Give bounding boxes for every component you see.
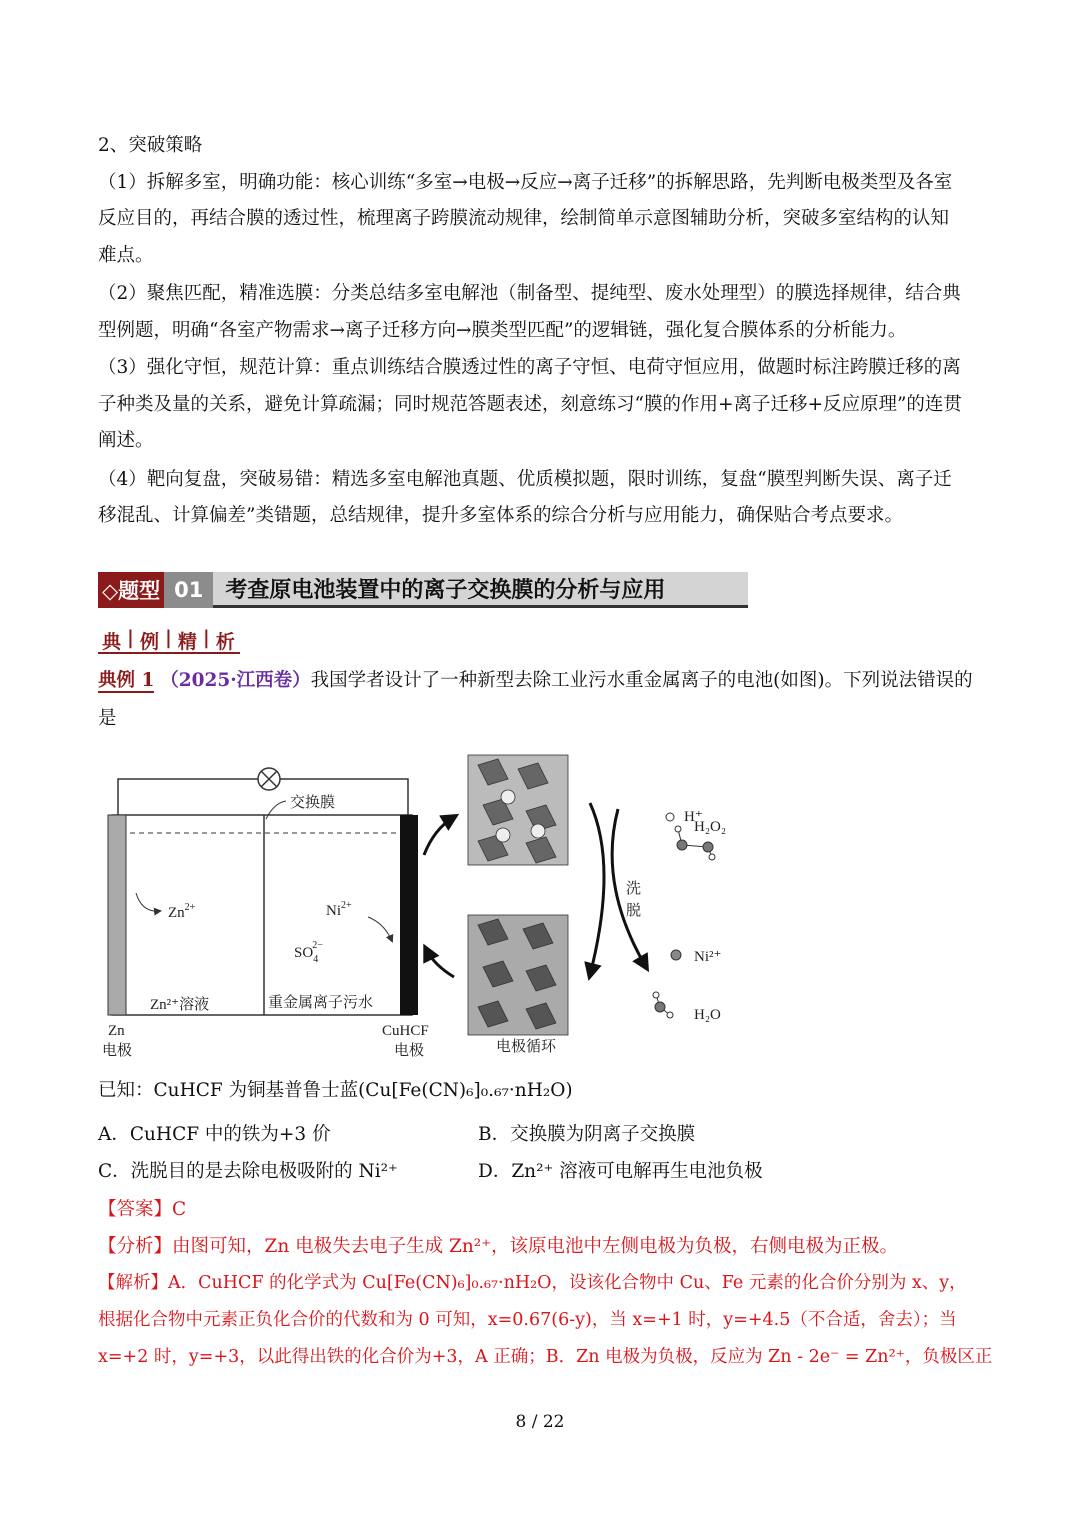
cuhcf-label-1: CuHCF	[382, 1023, 429, 1039]
example-stem-line-1	[98, 662, 988, 699]
para-3-line-3: 阐述。	[98, 430, 154, 451]
para-1-line-3: 难点。	[98, 245, 154, 266]
h2o2-label: H₂O₂	[694, 819, 727, 835]
answer-line: 【答案】C	[98, 1199, 187, 1220]
section-heading	[98, 572, 748, 608]
lattice-top	[468, 755, 568, 865]
right-solution: 重金属离子污水	[268, 995, 374, 1011]
cuhcf-label-2: 电极	[394, 1043, 425, 1059]
left-solution: Zn²⁺溶液	[150, 997, 210, 1013]
membrane-label: 交换膜	[290, 795, 336, 811]
para-2-line-1: （2）聚焦匹配，精准选膜：分类总结多室电解池（制备型、提纯型、废水处理型）的膜选择规律，结合典	[98, 283, 961, 304]
elution-2: 脱	[626, 903, 642, 919]
cycle-label: 电极循环	[496, 1039, 557, 1055]
h-plus-label: H⁺	[684, 809, 703, 825]
ni-legend-label: Ni²⁺	[694, 949, 722, 965]
subheading-char-3: 精	[177, 631, 197, 653]
so4-ion: $SO_42-$	[294, 940, 323, 965]
known-prefix: 已知：CuHCF 为铜基普鲁士蓝(	[98, 1080, 366, 1101]
zn-electrode-label-1: Zn	[108, 1023, 125, 1039]
para-1-line-2: 反应目的，再结合膜的透过性，梳理离子跨膜流动规律，绘制简单示意图辅助分析，突破多室结构的认知	[98, 208, 950, 229]
option-c[interactable]: C．洗脱目的是去除电极吸附的 Ni²⁺	[98, 1161, 398, 1182]
para-4-line-2: 移混乱、计算偏差”类错题，总结规律，提升多室体系的综合分析与应用能力，确保贴合考点要求。	[98, 505, 903, 526]
example-stem-line-2: 是	[98, 708, 117, 729]
example-stem: 我国学者设计了一种新型去除工业污水重金属离子的电池(如图)。下列说法错误的	[310, 670, 973, 691]
example-tag: 典例 1	[98, 670, 155, 691]
ni-ion: $Ni^{2+}$	[326, 900, 352, 919]
page-number: 8 / 22	[515, 1412, 565, 1432]
option-b[interactable]: B．交换膜为阴离子交换膜	[478, 1124, 696, 1145]
h2o-icon	[653, 992, 673, 1018]
explain-line-2: 根据化合物中元素正负化合价的代数和为 0 可知，x=0.67(6-y)，当 x=+1 时，y=+4.5（不合适，舍去）；当	[98, 1310, 957, 1330]
section-title: 考查原电池装置中的离子交换膜的分析与应用	[213, 572, 748, 608]
section-label: ◇题型	[98, 572, 164, 608]
explain-line-3: x=+2 时，y=+3，以此得出铁的化合价为+3，A 正确；B．Zn 电极为负极，反应为 Zn - 2e⁻ = Zn²⁺，负极区正	[98, 1347, 993, 1367]
known-suffix: )	[565, 1080, 573, 1101]
para-2-line-2: 型例题，明确“各室产物需求→离子迁移方向→膜类型匹配”的逻辑链，强化复合膜体系的分析能力。	[98, 320, 907, 341]
analysis-line: 【分析】由图可知，Zn 电极失去电子生成 Zn²⁺，该原电池中左侧电极为负极，右侧电极为正极。	[98, 1236, 898, 1257]
para-4-line-1: （4）靶向复盘，突破易错：精选多室电解池真题、优质模拟题，限时训练，复盘“膜型判断失误、离子迁	[98, 469, 952, 490]
section-number: 01	[164, 572, 213, 608]
battery-diagram	[98, 745, 778, 1065]
para-3-line-2: 子种类及量的关系，避免计算疏漏；同时规范答题表述，刻意练习“膜的作用+离子迁移+反应原理”的连贯	[98, 394, 962, 415]
zn-electrode-label-2: 电极	[102, 1043, 133, 1059]
para-1-line-1: （1）拆解多室，明确功能：核心训练“多室→电极→反应→离子迁移”的拆解思路，先判断电极类型及各室	[98, 172, 953, 193]
known-formula: Cu[Fe(CN)₆]₀.₆₇·nH₂O	[365, 1080, 566, 1101]
subheading-char-4: 析	[215, 631, 235, 653]
option-d[interactable]: D．Zn²⁺ 溶液可电解再生电池负极	[478, 1161, 763, 1182]
strategy-title: 2、突破策略	[98, 135, 203, 156]
para-3-line-1: （3）强化守恒，规范计算：重点训练结合膜透过性的离子守恒、电荷守恒应用，做题时标注跨膜迁移的离	[98, 357, 961, 378]
known-line	[98, 1072, 988, 1109]
elution-1: 洗	[626, 881, 642, 897]
lattice-bottom	[468, 915, 568, 1035]
subheading-char-1: 典	[102, 631, 122, 653]
ni-legend-icon	[671, 950, 681, 960]
option-a[interactable]: A．CuHCF 中的铁为+3 价	[98, 1124, 331, 1145]
subheading-char-2: 例	[139, 631, 159, 653]
zn-ion: $Zn^{2+}$	[168, 902, 196, 921]
h2o-label: H₂O	[694, 1007, 721, 1023]
subheading: 典 | 例 | 精 | 析	[98, 625, 239, 656]
explain-line-1: 【解析】A．CuHCF 的化学式为 Cu[Fe(CN)₆]₀.₆₇·nH₂O，设该化合物中 Cu、Fe 元素的化合价分别为 x、y，	[98, 1273, 967, 1293]
h-plus-icon	[666, 813, 674, 821]
example-source: （2025·江西卷）	[160, 670, 311, 691]
